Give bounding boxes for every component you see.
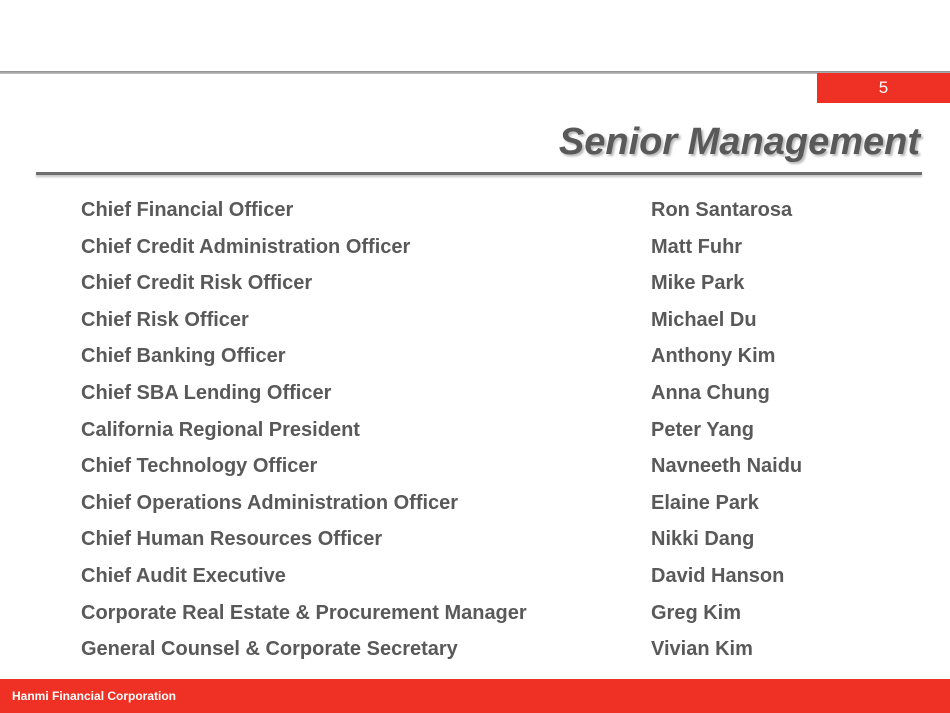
management-row (81, 631, 881, 668)
person-name: Anthony Kim (651, 345, 776, 368)
management-row (81, 521, 881, 558)
role-label: Chief Risk Officer (81, 308, 249, 331)
role-label: California Regional President (81, 418, 360, 441)
management-list (81, 192, 881, 668)
person-name: Nikki Dang (651, 528, 755, 551)
person-name: Vivian Kim (651, 638, 753, 661)
role-label: Chief Technology Officer (81, 455, 318, 478)
role-label: Corporate Real Estate & Procurement Manager (81, 601, 527, 624)
role-label: Chief Financial Officer (81, 199, 294, 221)
management-row (81, 265, 881, 302)
management-row (81, 192, 881, 229)
person-name: Anna Chung (651, 381, 770, 404)
role-label: Chief Operations Administration Officer (81, 491, 459, 514)
page-number: 5 (878, 78, 889, 97)
management-row (81, 595, 881, 632)
footer-company-name: Hanmi Financial Corporation (12, 689, 177, 703)
person-name: Elaine Park (651, 491, 759, 514)
management-row (81, 229, 881, 266)
management-row (81, 375, 881, 412)
person-name: Mike Park (651, 272, 745, 295)
management-row (81, 302, 881, 339)
person-name: Navneeth Naidu (651, 455, 803, 478)
top-divider (0, 71, 950, 74)
management-row (81, 412, 881, 449)
role-label: Chief SBA Lending Officer (81, 381, 332, 404)
management-row (81, 448, 881, 485)
person-name: Peter Yang (651, 418, 755, 441)
slide-title: Senior Management (558, 121, 920, 163)
management-row (81, 338, 881, 375)
role-label: General Counsel & Corporate Secretary (81, 638, 458, 661)
management-row (81, 485, 881, 522)
person-name: David Hanson (651, 564, 785, 587)
person-name: Michael Du (651, 308, 757, 331)
footer-bar (0, 679, 950, 713)
page-number-tab (817, 73, 950, 103)
title-divider (36, 172, 922, 175)
person-name: Matt Fuhr (651, 235, 743, 258)
role-label: Chief Human Resources Officer (81, 528, 383, 551)
person-name: Greg Kim (651, 601, 742, 624)
role-label: Chief Audit Executive (81, 564, 286, 587)
management-row (81, 558, 881, 595)
person-name: Ron Santarosa (651, 199, 793, 221)
role-label: Chief Banking Officer (81, 345, 286, 368)
role-label: Chief Credit Administration Officer (81, 235, 411, 258)
role-label: Chief Credit Risk Officer (81, 272, 313, 295)
